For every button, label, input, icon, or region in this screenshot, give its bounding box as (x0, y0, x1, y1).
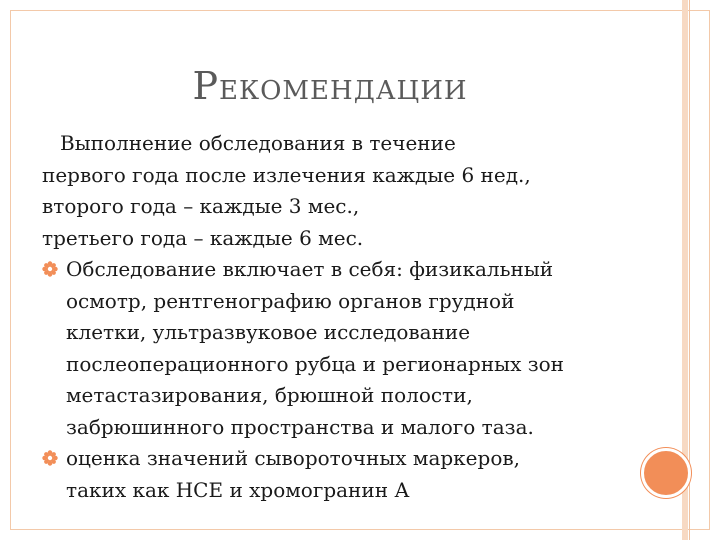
paragraph-line: первого года после излечения каждые 6 нед., (42, 162, 531, 187)
frame-band-line (689, 0, 690, 540)
bullet-line: осмотр, рентгенографию органов грудной (66, 288, 515, 313)
gear-flower-icon (42, 261, 58, 277)
title-rest: ЕКОМЕНДАЦИИ (219, 76, 468, 106)
title-initial: Р (192, 64, 220, 108)
slide-body (42, 128, 642, 506)
gear-flower-icon (42, 450, 58, 466)
intro-paragraph (42, 128, 642, 254)
bullet-line: оценка значений сывороточных маркеров, (66, 446, 520, 470)
bullet-line: метастазирования, брюшной полости, (66, 383, 473, 407)
slide-title (0, 64, 660, 108)
decorative-circle (641, 448, 691, 498)
bullet-line: Обследование включает в себя: физикальный (66, 257, 554, 281)
bullet-line: клетки, ультразвуковое исследование (66, 320, 471, 344)
paragraph-line: второго года – каждые 3 мес., (42, 194, 360, 218)
bullet-item (42, 443, 642, 506)
bullet-line: таких как НСЕ и хромогранин А (66, 477, 410, 502)
paragraph-line: Выполнение обследования в течение (60, 131, 456, 155)
paragraph-line: третьего года – каждые 6 мес. (42, 225, 364, 250)
bullet-line: послеоперационного рубца и регионарных зон (66, 351, 565, 376)
bullet-item (42, 254, 642, 443)
bullet-line: забрюшинного пространства и малого таза. (66, 414, 534, 439)
